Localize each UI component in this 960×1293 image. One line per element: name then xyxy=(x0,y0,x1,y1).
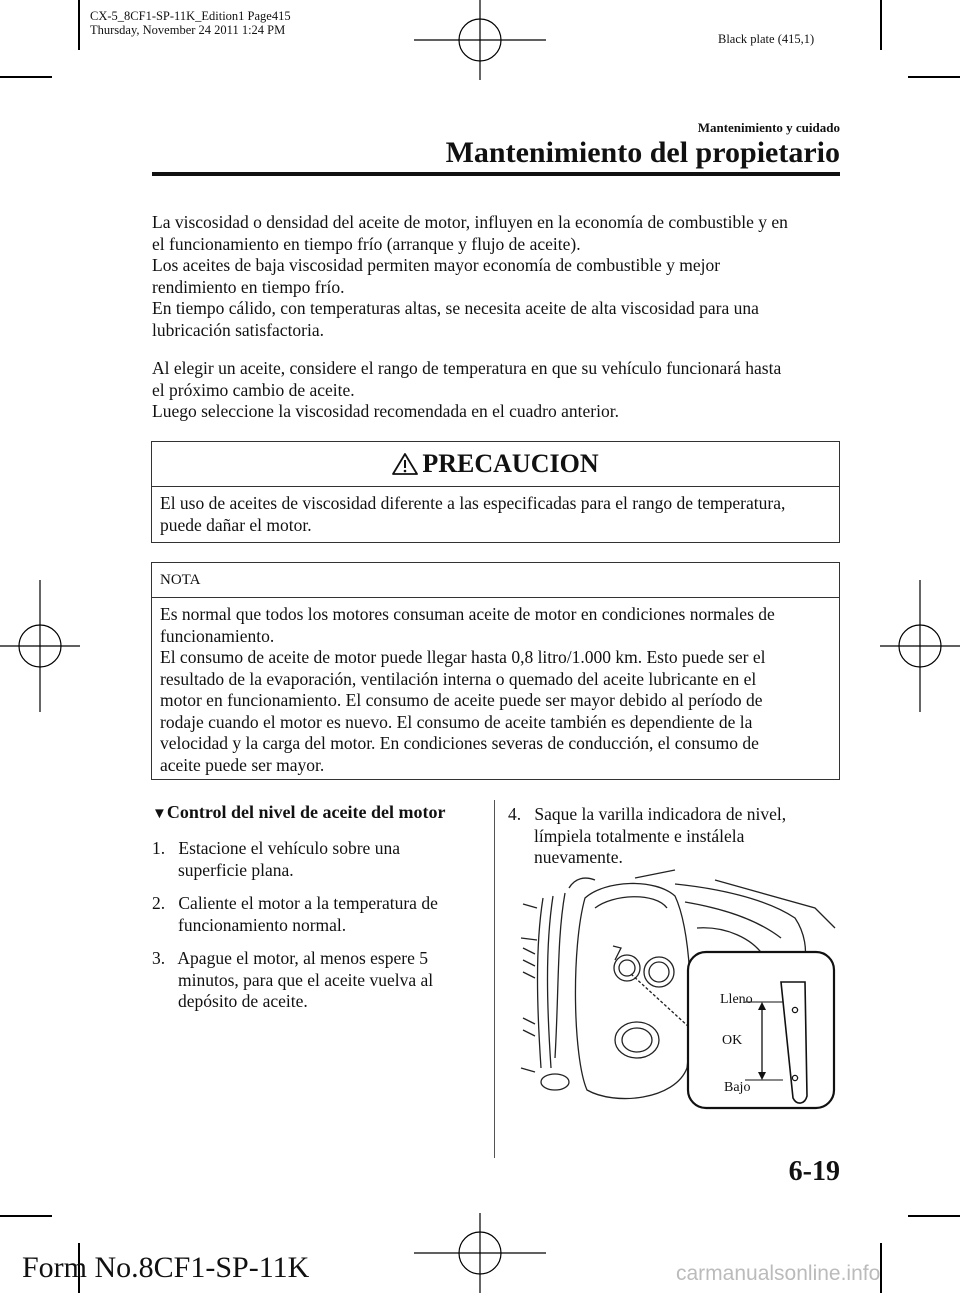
step-text: superficie plana. xyxy=(178,859,294,880)
step-text: Apague el motor, al menos espere 5 xyxy=(177,948,428,968)
label-low: Bajo xyxy=(724,1080,751,1095)
caution-header xyxy=(152,442,839,487)
watermark: carmanualsonline.info xyxy=(676,1262,881,1285)
column-divider xyxy=(494,800,495,1158)
step-1 xyxy=(152,838,482,881)
note-text-line: Es normal que todos los motores consuman aceite de motor en condiciones normales de xyxy=(160,604,775,624)
note-text-line: motor en funcionamiento. El consumo de aceite puede ser mayor debido al período de xyxy=(160,690,763,710)
caution-text-line: puede dañar el motor. xyxy=(160,514,312,535)
title-rule xyxy=(152,172,840,176)
registration-mark-right xyxy=(880,580,960,712)
print-job-line-1: CX-5_8CF1-SP-11K_Edition1 Page415 xyxy=(90,9,291,23)
text-line: Luego seleccione la viscosidad recomendada en el cuadro anterior. xyxy=(152,401,619,421)
text-line: el funcionamiento en tiempo frío (arranque y flujo de aceite). xyxy=(152,233,581,254)
text-line: Los aceites de baja viscosidad permiten mayor economía de combustible y mejor xyxy=(152,255,721,275)
note-text-line: velocidad y la carga del motor. En condiciones severas de conducción, el consumo de xyxy=(160,733,759,753)
note-text-line: rodaje cuando el motor es nuevo. El consumo de aceite también es dependiente de la xyxy=(160,711,753,732)
step-text: Estacione el vehículo sobre una xyxy=(178,838,400,858)
text-line: lubricación satisfactoria. xyxy=(152,319,325,340)
subsection-heading xyxy=(152,802,445,823)
text-line: La viscosidad o densidad del aceite de motor, influyen en la economía de combustible y en xyxy=(152,212,788,232)
registration-mark-left xyxy=(0,580,80,712)
step-text: límpiela totalmente e instálela xyxy=(534,825,745,846)
registration-mark-top xyxy=(414,0,546,80)
label-ok: OK xyxy=(722,1033,743,1048)
engine-dipstick-illustration xyxy=(515,868,845,1118)
note-box xyxy=(151,562,840,780)
note-text-line: funcionamiento. xyxy=(160,625,275,646)
plate-info: Black plate (415,1) xyxy=(718,32,815,46)
text-line: el próximo cambio de aceite. xyxy=(152,379,355,400)
step-text: minutos, para que el aceite vuelva al xyxy=(178,969,434,990)
step-text: depósito de aceite. xyxy=(178,991,308,1011)
section-label: Mantenimiento y cuidado xyxy=(697,120,840,135)
note-text-line: El consumo de aceite de motor puede llegar hasta 0,8 litro/1.000 km. Esto puede ser el xyxy=(160,647,766,667)
note-header xyxy=(152,563,839,598)
step-3 xyxy=(152,948,482,1013)
print-job-info xyxy=(90,9,291,37)
step-4 xyxy=(508,804,838,869)
step-2 xyxy=(152,893,482,936)
caution-title: PRECAUCION xyxy=(422,449,599,478)
steps-right-column xyxy=(508,804,838,869)
note-text-line: aceite puede ser mayor. xyxy=(160,754,325,775)
intro-paragraph-2 xyxy=(152,358,852,423)
form-number: Form No.8CF1-SP-11K xyxy=(22,1251,310,1284)
step-text: Saque la varilla indicadora de nivel, xyxy=(534,804,787,824)
warning-icon xyxy=(392,452,418,476)
print-job-line-2: Thursday, November 24 2011 1:24 PM xyxy=(90,23,286,37)
caution-text-line: El uso de aceites de viscosidad diferente a las especificadas para el rango de temperatura, xyxy=(160,493,786,513)
step-number: 3. xyxy=(152,948,166,968)
page-title: Mantenimiento del propietario xyxy=(445,136,840,169)
steps-left-column xyxy=(152,838,482,1013)
intro-paragraph-1 xyxy=(152,212,852,341)
step-number: 1. xyxy=(152,838,166,858)
subsection-title: Control del nivel de aceite del motor xyxy=(166,802,446,822)
step-text: funcionamiento normal. xyxy=(178,914,347,935)
triangle-marker-icon: ▼ xyxy=(152,806,167,822)
step-text: Caliente el motor a la temperatura de xyxy=(178,893,438,913)
caution-box xyxy=(151,441,840,543)
text-line: rendimiento en tiempo frío. xyxy=(152,276,345,297)
note-title: NOTA xyxy=(160,571,201,588)
page-number: 6-19 xyxy=(788,1156,840,1187)
step-text: nuevamente. xyxy=(534,847,623,867)
note-text-line: resultado de la evaporación, ventilación interna o quemado del aceite lubricante en el xyxy=(160,668,757,689)
step-number: 2. xyxy=(152,893,166,913)
step-number: 4. xyxy=(508,804,522,824)
text-line: En tiempo cálido, con temperaturas altas, se necesita aceite de alta viscosidad para una xyxy=(152,298,759,318)
text-line: Al elegir un aceite, considere el rango de temperatura en que su vehículo funcionará hasta xyxy=(152,358,782,378)
label-full: Lleno xyxy=(720,992,753,1007)
registration-mark-bottom xyxy=(414,1213,546,1293)
